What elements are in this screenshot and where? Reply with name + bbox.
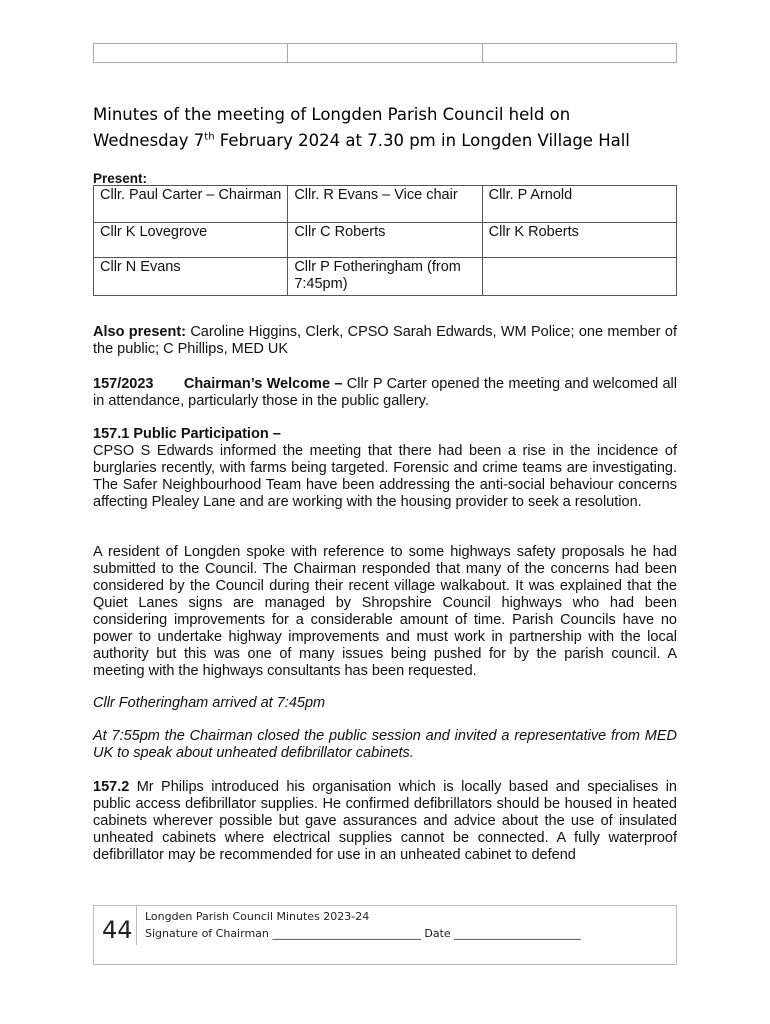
page-number: 44 <box>102 916 133 944</box>
attendance-cell: Cllr. Paul Carter – Chairman <box>94 186 288 223</box>
item-157-2-number: 157.2 <box>93 779 130 795</box>
title-line-2-sup: th <box>204 131 215 143</box>
closed-session-note: At 7:55pm the Chairman closed the public session and invited a representative from MED UK to speak about unheated defibrillator cabinets. <box>93 728 677 761</box>
attendance-row <box>94 186 677 223</box>
item-157-number: 157/2023 <box>93 376 154 392</box>
item-157-2-paragraph <box>93 779 677 864</box>
item-157-heading: Chairman’s Welcome – <box>183 376 343 392</box>
also-present-text: Caroline Higgins, Clerk, CPSO Sarah Edwards, WM Police; one member of the public; C Phillips, MED UK <box>93 324 677 357</box>
also-present-paragraph <box>93 324 677 358</box>
header-cell-2 <box>288 44 482 63</box>
footer-signature-line: Signature of Chairman ___________________________ Date _______________________ <box>145 927 581 940</box>
page-title <box>93 102 693 154</box>
attendance-cell <box>482 258 676 296</box>
attendance-table <box>93 185 677 296</box>
footer-divider <box>136 906 137 945</box>
present-label: Present: <box>93 171 148 186</box>
header-cell-3 <box>482 44 676 63</box>
title-line-2-suffix: February 2024 at 7.30 pm in Longden Village Hall <box>214 131 630 150</box>
title-line-1: Minutes of the meeting of Longden Parish Council held on <box>93 105 571 124</box>
item-157-paragraph <box>93 376 677 410</box>
title-line-2-prefix: Wednesday 7 <box>93 131 205 150</box>
attendance-cell: Cllr K Lovegrove <box>94 223 288 258</box>
item-157-text: Cllr P Carter opened the meeting and welcomed all in attendance, particularly those in the public gallery. <box>93 376 677 409</box>
item-157-1-heading <box>93 426 677 443</box>
attendance-row <box>94 258 677 296</box>
attendance-cell: Cllr. R Evans – Vice chair <box>288 186 482 223</box>
attendance-row <box>94 223 677 258</box>
attendance-cell: Cllr N Evans <box>94 258 288 296</box>
header-cell-1 <box>94 44 288 63</box>
item-157-1-para-2: A resident of Longden spoke with reference to some highways safety proposals he had submitted to the Council. The Chairman responded that many of the concerns had been considered by the Council during their recent village walkabout. It was explained that the Quiet Lanes signs are managed by Shropshire Council highways who had been considering improvements for a considerable amount of time. Parish Councils have no power to undertake highway improvements and must work in partnership with the local authority but this was one of many issues being pushed for by the parish council. A meeting with the highways consultants has been requested. <box>93 544 677 679</box>
item-157-1-para-1: CPSO S Edwards informed the meeting that there had been a rise in the incidence of burglaries recently, with farms being targeted. Forensic and crime teams are investigating. The Safer Neighbourhood Team have been addressing the anti-social behaviour concerns affecting Plealey Lane and are working with the housing provider to seek a resolution. <box>93 443 677 510</box>
attendance-cell: Cllr P Fotheringham (from 7:45pm) <box>288 258 482 296</box>
arrival-note: Cllr Fotheringham arrived at 7:45pm <box>93 695 326 711</box>
attendance-cell: Cllr K Roberts <box>482 223 676 258</box>
attendance-cell: Cllr C Roberts <box>288 223 482 258</box>
also-present-label: Also present: <box>93 324 186 340</box>
footer-title: Longden Parish Council Minutes 2023-24 <box>145 910 370 923</box>
attendance-cell: Cllr. P Arnold <box>482 186 676 223</box>
header-table <box>93 43 677 63</box>
item-157-1-heading-text: 157.1 Public Participation – <box>93 426 281 442</box>
item-157-2-text: Mr Philips introduced his organisation which is locally based and specialises in public access defibrillator supplies. He confirmed defibrillators should be housed in heated cabinets wherever possible but gave assurances and advice about the use of insulated unheated cabinets where electrical supplies cannot be connected. A fully waterproof defibrillator may be recommended for use in an unheated cabinet to defend <box>93 779 677 863</box>
page-footer <box>93 905 677 965</box>
